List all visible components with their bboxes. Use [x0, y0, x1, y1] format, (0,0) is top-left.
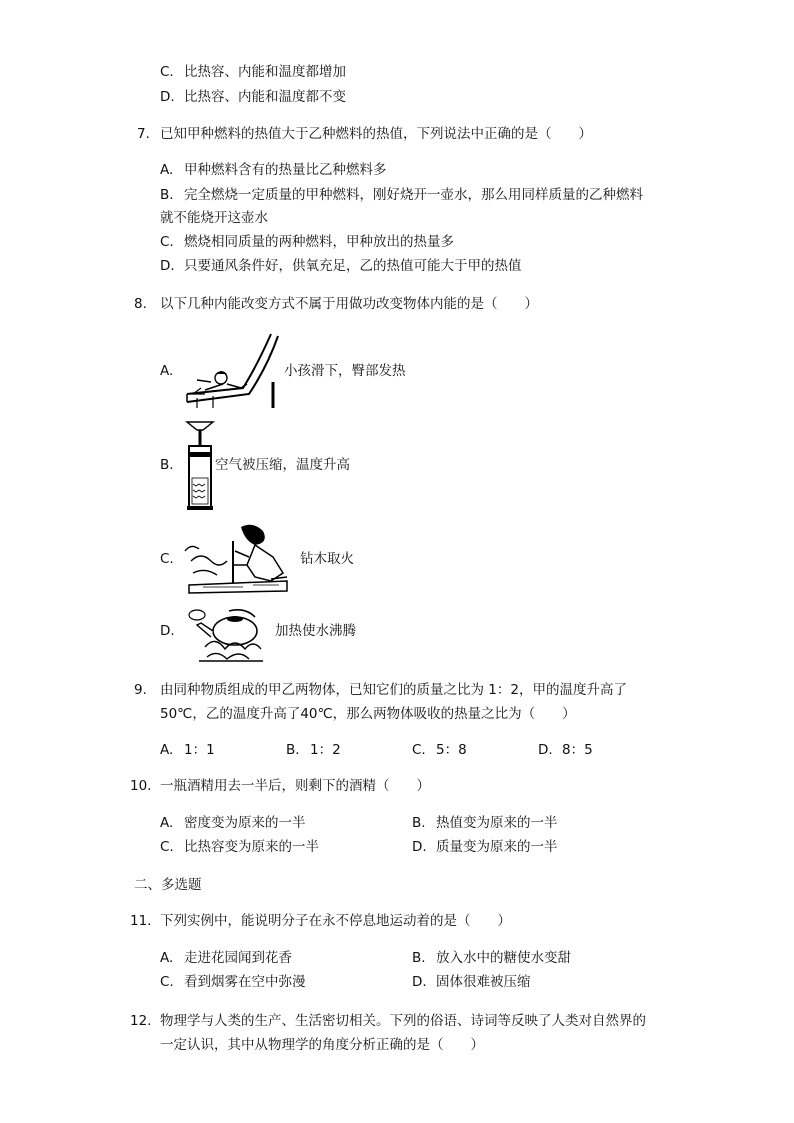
q7-option-c-letter: C.	[160, 234, 174, 250]
section-title: 二、多选题	[134, 877, 202, 893]
q10-number: 10.	[130, 778, 152, 794]
q11-option-d-letter: D.	[412, 974, 427, 990]
q7-option-b-letter: B.	[160, 187, 174, 203]
q11-option-c-text: 看到烟雾在空中弥漫	[184, 974, 306, 990]
q11-stem: 下列实例中，能说明分子在永不停息地运动着的是（ ）	[160, 913, 511, 929]
q12-number: 12.	[130, 1013, 152, 1029]
q8-stem: 以下几种内能改变方式不属于用做功改变物体内能的是（ ）	[160, 296, 538, 312]
q12-stem: 物理学与人类的生产、生活密切相关。下列的俗语、诗词等反映了人类对自然界的	[160, 1013, 646, 1029]
q8-option-b-text: 空气被压缩，温度升高	[215, 457, 350, 473]
q12-stem-cont: 一定认识，其中从物理学的角度分析正确的是（ ）	[160, 1037, 484, 1053]
q8-option-d-letter: D.	[160, 623, 175, 639]
q9-option-a-text: 1：1	[184, 742, 215, 758]
q11-option-a-text: 走进花园闻到花香	[184, 950, 292, 966]
q11-option-c-letter: C.	[160, 974, 174, 990]
q7-number: 7.	[137, 126, 150, 142]
q10-stem: 一瓶酒精用去一半后，则剩下的酒精（ ）	[160, 778, 430, 794]
drilling-wood-fire-illustration	[183, 521, 293, 595]
q8-option-b-letter: B.	[160, 457, 174, 473]
q9-option-b-letter: B.	[286, 742, 300, 758]
q11-option-a-letter: A.	[160, 950, 174, 966]
q7-option-a-text: 甲种燃料含有的热量比乙种燃料多	[184, 162, 387, 178]
q9-option-b-text: 1：2	[310, 742, 341, 758]
q9-stem: 由同种物质组成的甲乙两物体，已知它们的质量之比为 1：2，甲的温度升高了	[160, 682, 627, 698]
q10-option-c-letter: C.	[160, 839, 174, 855]
q9-option-c-letter: C.	[412, 742, 426, 758]
q10-option-b-text: 热值变为原来的一半	[436, 815, 558, 831]
q7-option-c-text: 燃烧相同质量的两种燃料，甲种放出的热量多	[184, 234, 454, 250]
q7-option-b-text: 完全燃烧一定质量的甲种燃料，刚好烧开一壶水，那么用同样质量的乙种燃料	[184, 187, 643, 203]
q8-option-c-letter: C.	[160, 551, 174, 567]
q10-option-d-letter: D.	[412, 839, 427, 855]
q8-option-a-text: 小孩滑下，臀部发热	[284, 363, 406, 379]
q8-option-a-letter: A.	[160, 363, 174, 379]
q11-option-b-text: 放入水中的糖使水变甜	[436, 950, 571, 966]
q6-option-d-letter: D.	[160, 89, 175, 105]
q10-option-a-text: 密度变为原来的一半	[184, 815, 306, 831]
q10-option-c-text: 比热容变为原来的一半	[184, 839, 319, 855]
q7-option-d-text: 只要通风条件好，供氧充足，乙的热值可能大于甲的热值	[184, 258, 522, 274]
q7-option-b-text-cont: 就不能烧开这壶水	[160, 210, 268, 226]
q9-number: 9.	[134, 682, 147, 698]
q7-option-a-letter: A.	[160, 162, 174, 178]
q9-option-d-letter: D.	[538, 742, 553, 758]
q8-option-d-text: 加热使水沸腾	[275, 623, 356, 639]
q7-stem: 已知甲种燃料的热值大于乙种燃料的热值，下列说法中正确的是（ ）	[160, 126, 592, 142]
q10-option-b-letter: B.	[412, 815, 426, 831]
heating-kettle-illustration	[183, 605, 267, 663]
q9-stem-cont: 50℃，乙的温度升高了40℃，那么两物体吸收的热量之比为（ ）	[160, 706, 576, 722]
q8-number: 8.	[134, 296, 147, 312]
q11-option-d-text: 固体很难被压缩	[436, 974, 531, 990]
q11-number: 11.	[130, 913, 152, 929]
q9-option-a-letter: A.	[160, 742, 174, 758]
q9-option-d-text: 8：5	[562, 742, 593, 758]
q9-option-c-text: 5：8	[436, 742, 467, 758]
q10-option-a-letter: A.	[160, 815, 174, 831]
q11-option-b-letter: B.	[412, 950, 426, 966]
q8-option-c-text: 钻木取火	[300, 551, 354, 567]
air-compression-cylinder-illustration	[183, 418, 217, 512]
q6-option-c-letter: C.	[160, 64, 174, 80]
q10-option-d-text: 质量变为原来的一半	[436, 839, 558, 855]
q7-option-d-letter: D.	[160, 258, 175, 274]
q6-option-c-text: 比热容、内能和温度都增加	[184, 64, 346, 80]
slide-illustration	[183, 332, 283, 412]
q6-option-d-text: 比热容、内能和温度都不变	[184, 89, 346, 105]
